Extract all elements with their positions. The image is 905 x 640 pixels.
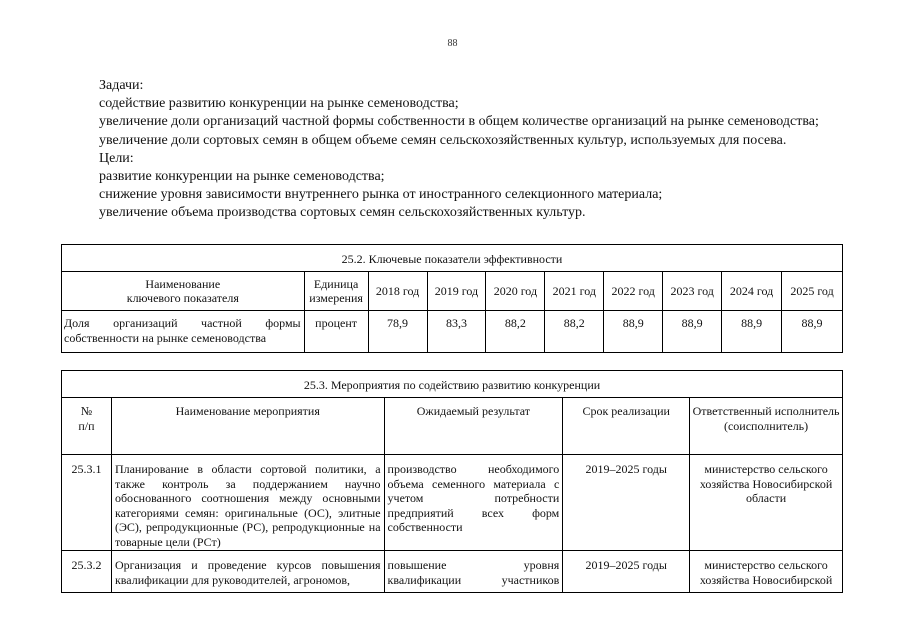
kpi-header-unit-line1: Единица <box>313 276 359 291</box>
kpi-header-year: 2024 год <box>722 272 782 311</box>
kpi-value: 88,9 <box>722 311 782 353</box>
event-num: 25.3.2 <box>62 551 112 593</box>
task-item: увеличение доли сортовых семян в общем объеме семян сельскохозяйственных культур, используемых для посева. <box>99 132 787 148</box>
task-item: содействие развитию конкуренции на рынке семеноводства; <box>99 96 459 112</box>
kpi-row <box>62 311 843 353</box>
kpi-table <box>61 244 843 353</box>
events-header-result: Ожидаемый результат <box>384 398 563 455</box>
events-header-responsible: Ответственный исполнитель (соисполнитель) <box>690 398 843 455</box>
event-result-line1: повышение уровня <box>387 558 560 572</box>
kpi-value: 83,3 <box>427 311 486 353</box>
goal-item: увеличение объема производства сортовых семян сельскохозяйственных культур. <box>99 205 586 221</box>
event-responsible: министерство сельского хозяйства Новосибирской области <box>690 455 843 551</box>
kpi-value: 88,9 <box>663 311 722 353</box>
event-term: 2019–2025 годы <box>563 455 690 551</box>
event-name: Планирование в области сортовой политики, а также контроль за поддержанием научно обоснованного соотношения между основными категориями семян: оригинальные (ОС), элитные (ЭС), репродукционные (РС), репродукционные на товарные цели (РСт) <box>111 455 384 551</box>
events-header-name: Наименование мероприятия <box>111 398 384 455</box>
kpi-value: 88,2 <box>486 311 545 353</box>
events-header-num <box>62 398 112 455</box>
event-result: производство необходимого объема семенного материала с учетом потребности предприятий всех форм собственности <box>384 455 563 551</box>
event-name: Организация и проведение курсов повышения квалификации для руководителей, агрономов, <box>111 551 384 593</box>
kpi-value: 88,9 <box>604 311 663 353</box>
events-header-term: Срок реализации <box>563 398 690 455</box>
tasks-heading: Задачи: <box>99 78 144 93</box>
goal-item: снижение уровня зависимости внутреннего рынка от иностранного селекционного материала; <box>99 187 663 203</box>
kpi-header-indicator <box>62 272 305 311</box>
events-header-num-line1: № <box>80 404 93 418</box>
goal-item: развитие конкуренции на рынке семеноводства; <box>99 169 385 185</box>
kpi-header-year: 2021 год <box>545 272 604 311</box>
event-term: 2019–2025 годы <box>563 551 690 593</box>
kpi-unit: процент <box>304 311 368 353</box>
kpi-header-indicator-line2: ключевого показателя <box>126 291 239 305</box>
kpi-value: 88,9 <box>782 311 843 353</box>
kpi-value: 78,9 <box>368 311 427 353</box>
events-header-num-line2: п/п <box>78 418 95 433</box>
kpi-header-indicator-line1: Наименование <box>145 276 221 291</box>
events-row <box>62 455 843 551</box>
kpi-indicator-name: Доля организаций частной формы собственности на рынке семеноводства <box>62 311 305 353</box>
kpi-value: 88,2 <box>545 311 604 353</box>
kpi-table-title: 25.2. Ключевые показатели эффективности <box>62 245 843 272</box>
kpi-header-year: 2023 год <box>663 272 722 311</box>
kpi-header-year: 2019 год <box>427 272 486 311</box>
events-table <box>61 370 843 593</box>
event-num: 25.3.1 <box>62 455 112 551</box>
event-result <box>384 551 563 593</box>
page-number: 88 <box>447 38 458 49</box>
events-table-title: 25.3. Мероприятия по содействию развитию конкуренции <box>62 371 843 398</box>
event-responsible: министерство сельского хозяйства Новосибирской <box>690 551 843 593</box>
kpi-header-year: 2020 год <box>486 272 545 311</box>
kpi-header-unit <box>304 272 368 311</box>
event-result-line2: квалификации участников <box>387 572 560 587</box>
body-text <box>63 77 843 223</box>
kpi-header-unit-line2: измерения <box>309 291 363 305</box>
kpi-header-year: 2025 год <box>782 272 843 311</box>
task-item: увеличение доли организаций частной формы собственности в общем количестве организаций на рынке семеноводства; <box>99 114 819 130</box>
goals-heading: Цели: <box>99 150 134 166</box>
kpi-header-year: 2018 год <box>368 272 427 311</box>
events-row <box>62 551 843 593</box>
kpi-header-year: 2022 год <box>604 272 663 311</box>
